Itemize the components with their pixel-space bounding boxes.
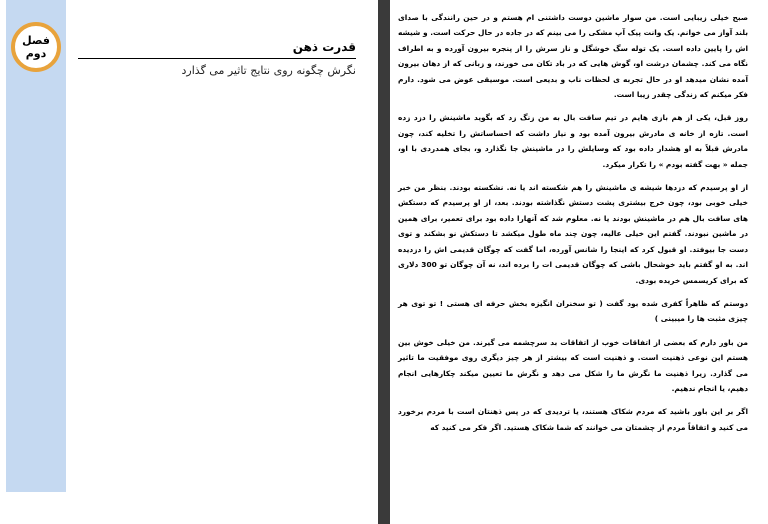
lesson-header [78, 40, 356, 77]
lesson-subtitle: نگرش چگونه روی نتایج تاثیر می گذارد [181, 64, 356, 77]
left-page [0, 0, 378, 524]
body-text [390, 10, 768, 443]
paragraph: من باور دارم که بعضی از اتفاقات خوب از اتفاقات بد سرچشمه می گیرند. من خیلی خوش بین هستم این نوعی ذهنیت است. و ذهنیت است که بیشتر از هر چیز دیگری روی موفقیت ما تاثیر می گذارد. زیرا ذهنیت ما نگرش ما را شکل می دهد و نگرش ما تعیین میکند چکارهایی انجام دهیم، یا انجام ندهیم. [398, 337, 748, 393]
right-page [390, 0, 768, 524]
paragraph: از او پرسیدم که دزدها شیشه ی ماشینش را هم شکسته اند یا نه. نشکسته بودند. بنظر من خبر خیلی خوبی بود، چون خرج بیشتری پشت دستش نگذاشته بودند. بعد، از او پرسیدم که دستکش های سافت بال هم در ماشینش بودند یا نه. معلوم شد که آنهارا داده بود برای تعمیر، برای همین در ماشین نبودند. گفتم این خیلی عالیه، چون چند ماه طول میکشد تا دستکش نو بشکند و توی دست جا بیوفتد. او قبول کرد که اینجا را شانس آورده، اما گفت که چوگان قدیمی اش را دزدیده اند. به او گفتم باید خوشحال باشی که چوگان قدیمی ات را برده اند، نه آن چوگان تو 300 دلاری که برای کریسمس خریده بودی. [398, 183, 748, 285]
chapter-badge [11, 22, 61, 72]
lesson-title: قدرت ذهن [78, 40, 356, 59]
paragraph: اگر بر این باور باشید که مردم شکاک هستند، یا تردیدی که در پس ذهنتان است با مردم برخورد می کنید و اتفاقاً مردم از چشمتان می خوانند که شما شکاک هستید. اگر فکر می کنید که [398, 407, 748, 432]
paragraph: صبح خیلی زیبایی است. من سوار ماشین دوست داشتنی ام هستم و در حین رانندگی با صدای بلند آواز می خوانم. یک وانت پیک آپ مشکی را می بینم که در جاده در حال حرکت است. و شیشه اش را پایین داده است. یک توله سگ خوشگل و ناز سرش را از پنجره بیرون آورده و به اطراف نگاه می کند. چشمان درشت او، گوش هایی که در باد تکان می خورند، و زبانی که از دهان بیرون آمده نشان میدهد او در حال تجربه ی لحظات ناب و بدیعی است. موسیقی عوض می شود. دارم فکر میکنم که زندگی چقدر زیبا است. [398, 13, 748, 100]
chapter-badge-line1: فصل [22, 34, 50, 47]
chapter-side-strip [6, 0, 66, 492]
paragraph: دوستم که ظاهراً کفری شده بود گفت ( تو سخنران انگیزه بخش حرفه ای هستی ! تو توی هر چیزی مثبت ها را میبینی ) [398, 298, 748, 324]
chapter-badge-line2: دوم [25, 47, 47, 60]
page-gutter [378, 0, 390, 524]
paragraph: روز قبل، یکی از هم بازی هایم در تیم سافت بال به من زنگ زد که بگوید ماشینش را دزد زده است. تازه از خانه ی مادرش بیرون آمده بود و نیاز داشت که احساساتش را تخلیه کند، چون مادرش قبلاً به او هشدار داده بود که وسایلش را در ماشینش جا نگذارد و، بجای همدردی با او، جمله « بهت گفته بودم » را تکرار میکرد. [398, 113, 748, 169]
